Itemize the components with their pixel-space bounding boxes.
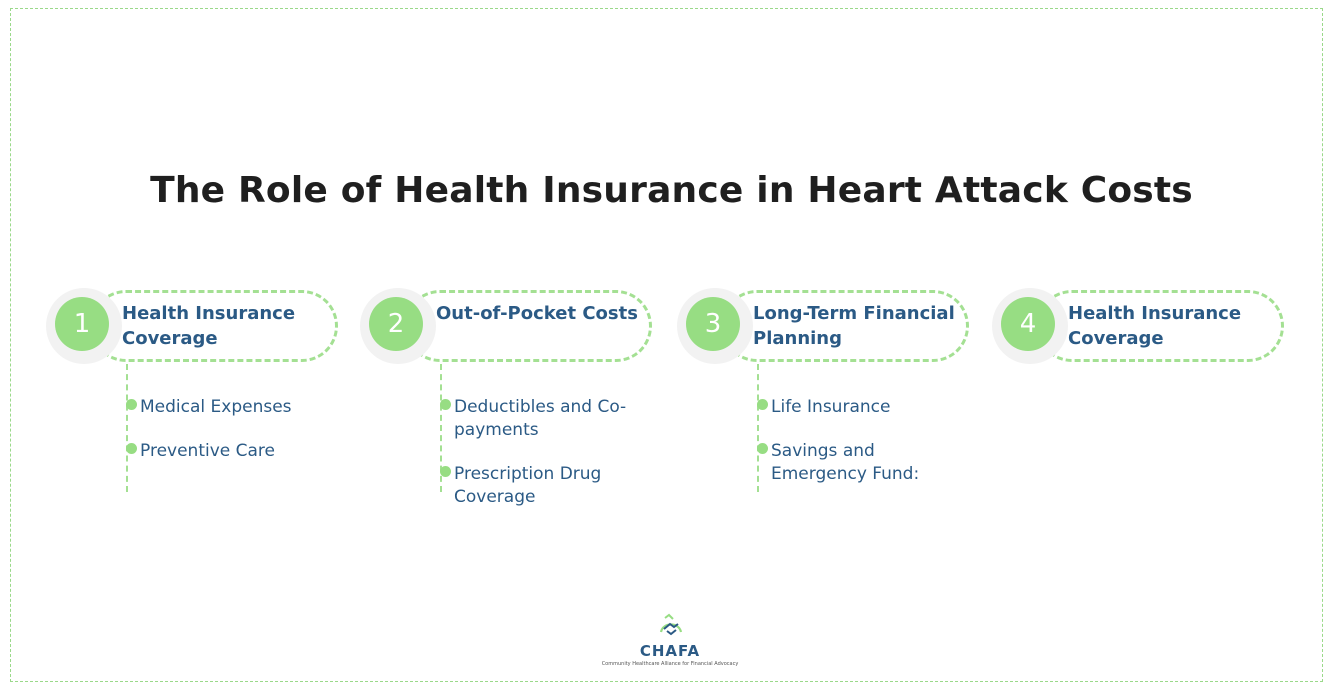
step-items bbox=[140, 396, 340, 484]
bullet-dot bbox=[126, 399, 137, 410]
bullet-dot bbox=[440, 399, 451, 410]
logo-tagline: Community Healthcare Alliance for Financial Advocacy bbox=[601, 661, 739, 667]
list-item bbox=[771, 396, 971, 419]
step-number-badge: 4 bbox=[1001, 297, 1055, 351]
connector-line bbox=[126, 364, 128, 492]
bullet-dot bbox=[440, 466, 451, 477]
logo-name: CHAFA bbox=[639, 642, 701, 660]
list-item-text: Life Insurance bbox=[771, 397, 891, 417]
step-2 bbox=[360, 288, 660, 528]
list-item-text: Deductibles and Co-payments bbox=[454, 397, 627, 440]
list-item bbox=[140, 440, 340, 463]
bullet-dot bbox=[757, 399, 768, 410]
list-item-text: Prescription Drug Coverage bbox=[454, 464, 602, 507]
list-item bbox=[771, 440, 971, 486]
bullet-dot bbox=[126, 443, 137, 454]
step-items bbox=[771, 396, 971, 507]
list-item bbox=[140, 396, 340, 419]
step-number-badge: 1 bbox=[55, 297, 109, 351]
step-1 bbox=[46, 288, 346, 528]
page-title: The Role of Health Insurance in Heart Attack Costs bbox=[150, 170, 1193, 211]
step-heading: Health Insurance Coverage bbox=[122, 303, 296, 349]
list-item bbox=[454, 463, 654, 509]
step-4 bbox=[992, 288, 1292, 528]
handshake-icon bbox=[655, 610, 687, 642]
step-heading: Health Insurance Coverage bbox=[1068, 303, 1242, 349]
step-number-badge: 3 bbox=[686, 297, 740, 351]
connector-line bbox=[757, 364, 759, 492]
step-3 bbox=[677, 288, 977, 528]
step-number-badge: 2 bbox=[369, 297, 423, 351]
list-item-text: Savings and Emergency Fund: bbox=[771, 441, 920, 484]
bullet-dot bbox=[757, 443, 768, 454]
list-item bbox=[454, 396, 654, 442]
list-item-text: Medical Expenses bbox=[140, 397, 292, 417]
step-heading: Long-Term Financial Planning bbox=[753, 303, 955, 349]
list-item-text: Preventive Care bbox=[140, 441, 275, 461]
step-items bbox=[454, 396, 654, 530]
chafa-logo bbox=[600, 608, 740, 668]
step-heading: Out-of-Pocket Costs bbox=[436, 303, 638, 324]
